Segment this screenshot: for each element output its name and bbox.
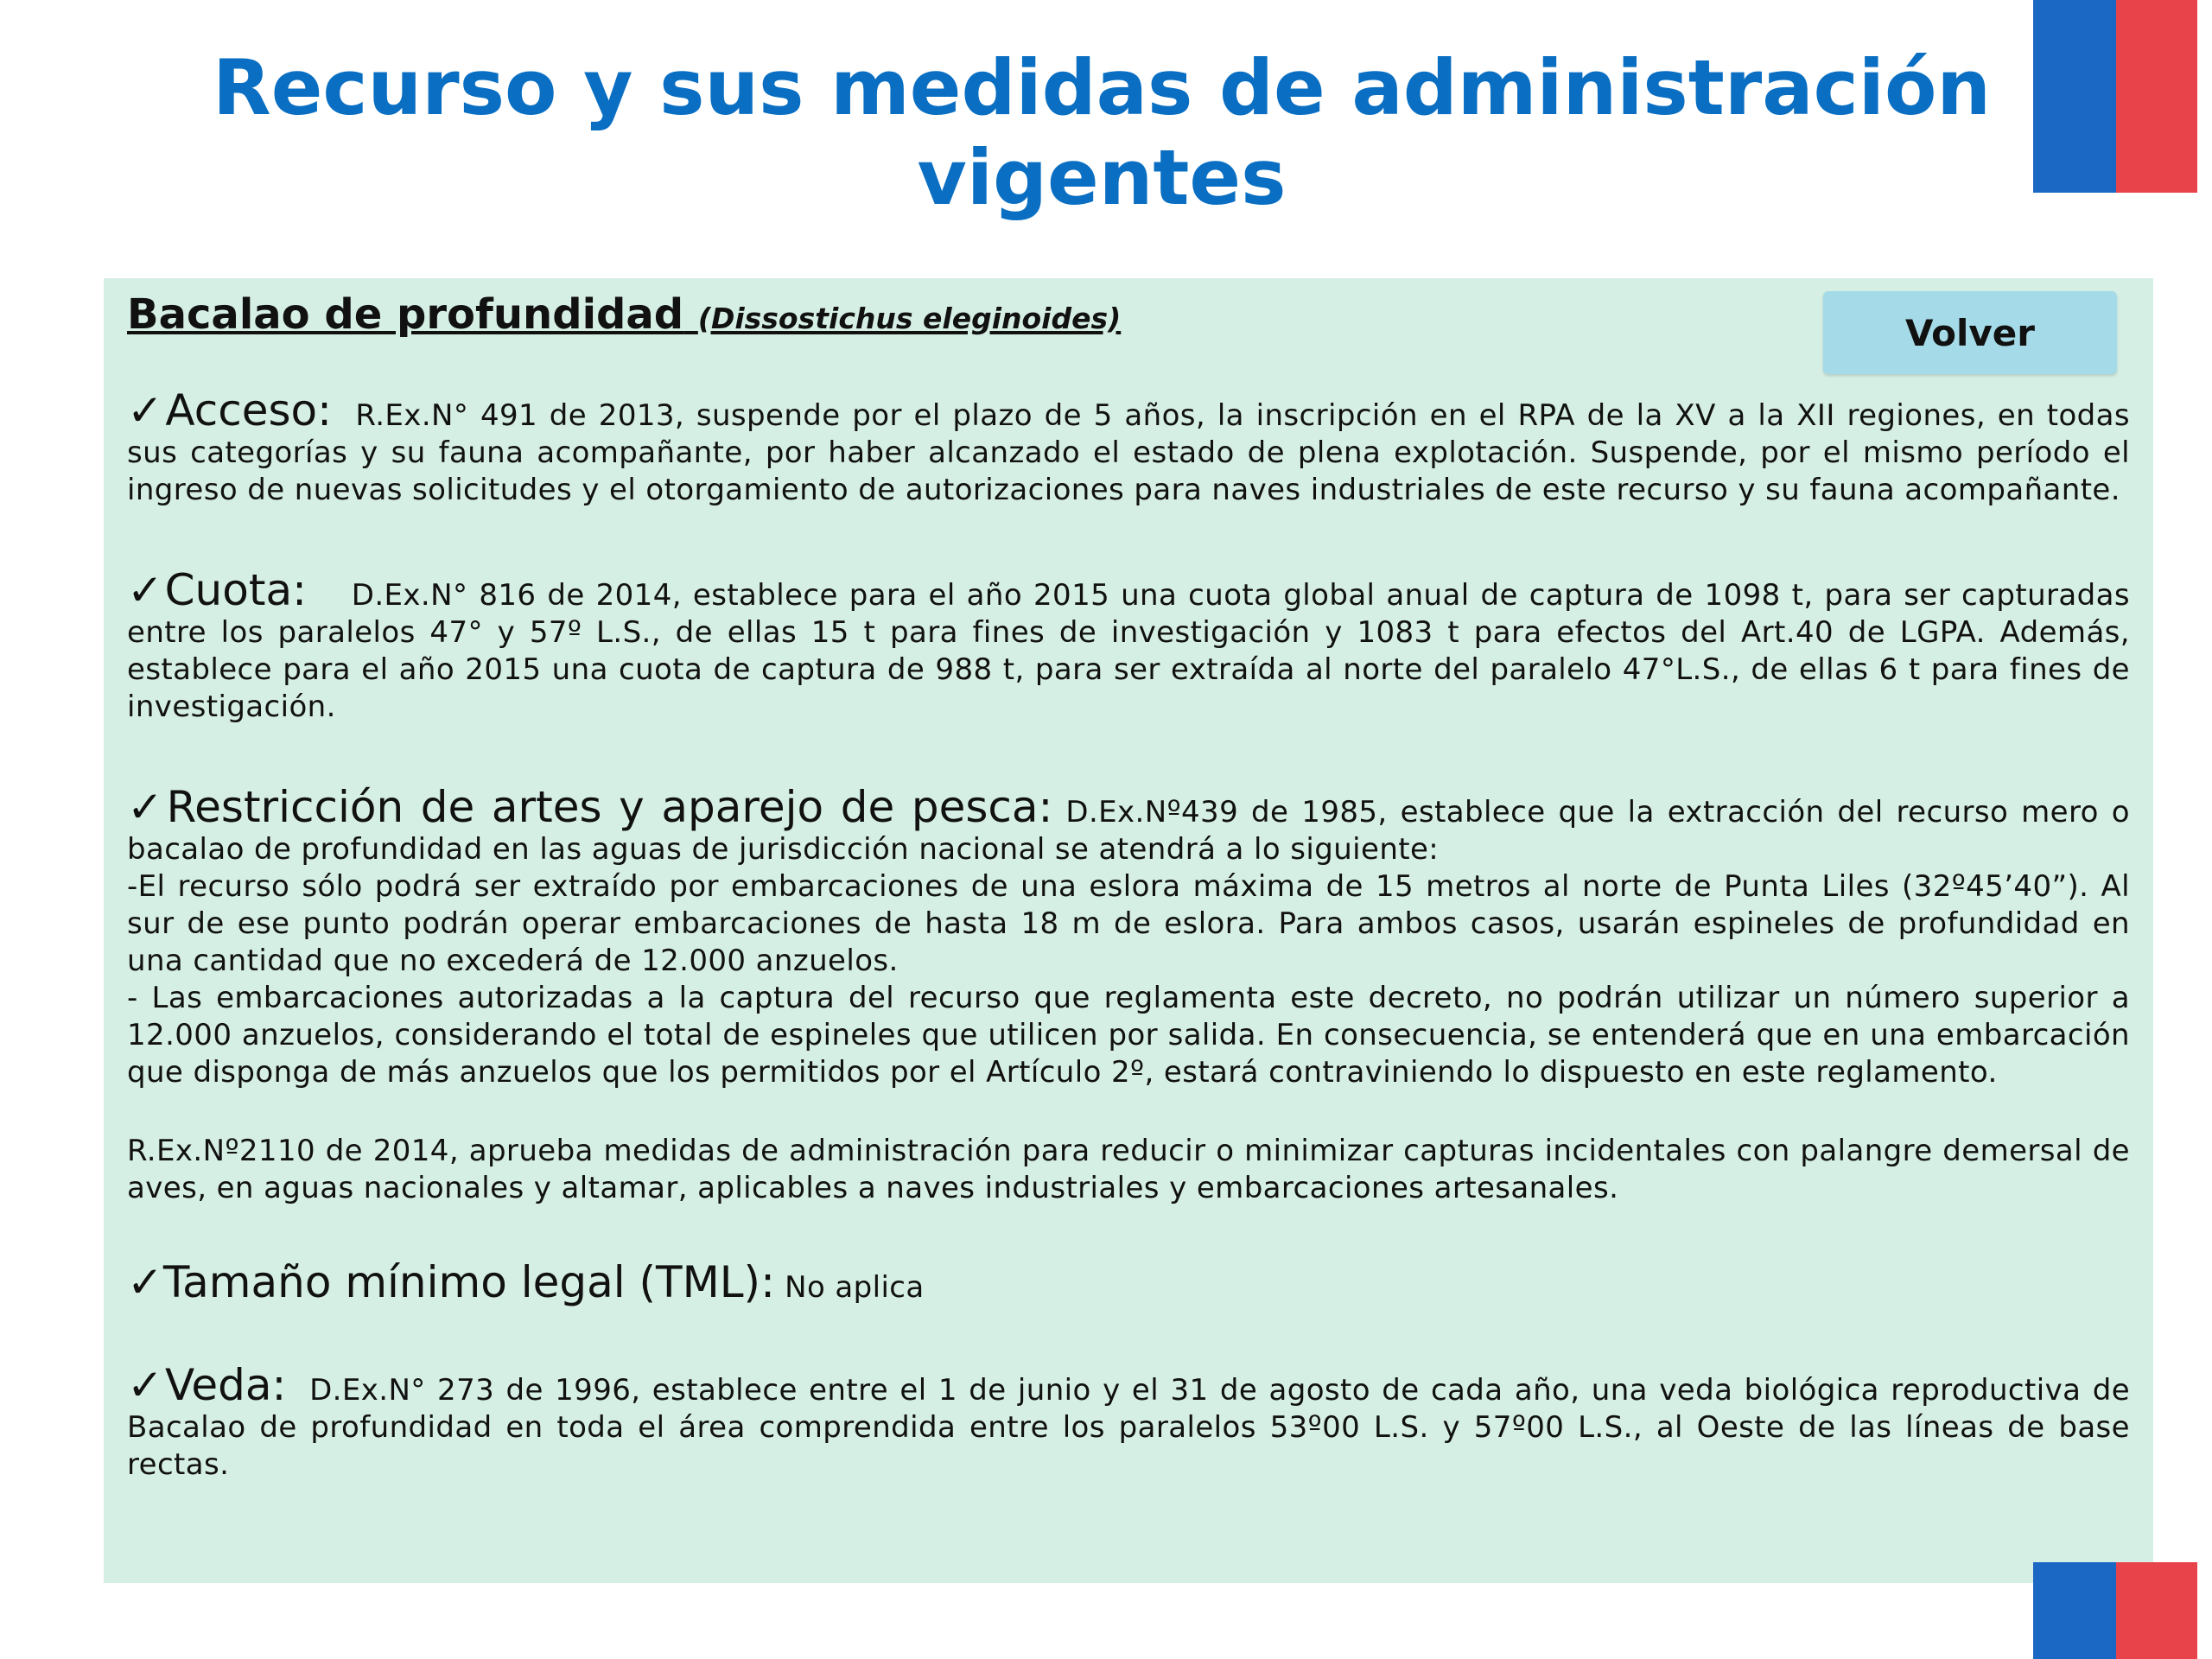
- scientific-name: (Dissostichus eleginoides): [697, 302, 1122, 335]
- flag-blue-stripe: [2033, 0, 2116, 193]
- flag-decoration-bottom: [2033, 1562, 2197, 1659]
- veda-text: D.Ex.N° 273 de 1996, establece entre el 1 de junio y el 31 de agosto de cada año, una veda biológica reproductiva de Bacalao de profundidad en toda el área comprendida entre los paralelos 53º00 L.S. y 57º00 L.S., al Oeste de las líneas de base rectas.: [127, 1373, 2131, 1482]
- resource-panel: [104, 278, 2153, 1583]
- section-cuota: [127, 565, 2130, 726]
- cuota-heading: Cuota:: [164, 565, 307, 615]
- checkmark-icon: ✓: [127, 782, 167, 832]
- acceso-heading: Acceso:: [165, 385, 332, 435]
- checkmark-icon: ✓: [127, 385, 166, 435]
- restriccion-item-2: - Las embarcaciones autorizadas a la captura del recurso que reglamenta este decreto, no podrán utilizar un número superior a 12.000 anzuelos, considerando el total de espineles que utilicen por salida. En consecuencia, se entenderá que en una embarcación que disponga de más anzuelos que los permitidos por el Artículo 2º, estará contraviniendo lo dispuesto en este reglamento.: [127, 981, 2130, 1090]
- volver-button[interactable]: Volver: [1823, 291, 2117, 374]
- flag-red-stripe: [2116, 0, 2197, 193]
- section-veda: [127, 1360, 2131, 1484]
- restriccion-heading: Restricción de artes y aparejo de pesca:: [166, 782, 1053, 832]
- measures-text: [127, 385, 2131, 1484]
- tml-text: No aplica: [785, 1270, 925, 1305]
- acceso-text: R.Ex.N° 491 de 2013, suspende por el plazo de 5 años, la inscripción en el RPA de la XV a la XII regiones, en todas sus categorías y su fauna acompañante, por haber alcanzado el estado de plena explotación. Suspende, por el mismo período el ingreso de nuevas solicitudes y el otorgamiento de autorizaciones para naves industriales de este recurso y su fauna acompañante.: [127, 398, 2130, 507]
- section-restriccion: [127, 782, 2130, 868]
- restriccion-text: D.Ex.Nº439 de 1985, establece que la extracción del recurso mero o bacalao de profundidad en las aguas de jurisdicción nacional se atendrá a lo siguiente:: [127, 795, 2130, 867]
- flag-blue-stripe: [2033, 1562, 2116, 1659]
- page-title-line1: Recurso y sus medidas de administración: [212, 43, 1992, 132]
- cuota-text: D.Ex.N° 816 de 2014, establece para el año 2015 una cuota global anual de captura de 1098 t, para ser capturadas entre los paralelos 47° y 57º L.S., de ellas 15 t para fines de investigación y 1083 t para efectos del Art.40 de LGPA. Además, establece para el año 2015 una cuota de captura de 988 t, para ser extraída al norte del paralelo 47°L.S., de ellas 6 t para fines de investigación.: [127, 578, 2130, 724]
- checkmark-icon: ✓: [127, 1257, 163, 1307]
- section-acceso: [127, 385, 2130, 509]
- veda-heading: Veda:: [165, 1360, 287, 1410]
- tml-heading: Tamaño mínimo legal (TML):: [162, 1257, 775, 1307]
- checkmark-icon: ✓: [127, 565, 165, 615]
- flag-decoration-top: [2033, 0, 2197, 193]
- page-title-line2: vigentes: [917, 133, 1287, 222]
- checkmark-icon: ✓: [127, 1360, 166, 1410]
- resource-name: Bacalao de profundidad: [127, 290, 684, 339]
- resource-heading: [127, 290, 1121, 339]
- restriccion-item-1: -El recurso sólo podrá ser extraído por embarcaciones de una eslora máxima de 15 metros al norte de Punta Liles (32º45’40”). Al sur de ese punto podrán operar embarcaciones de hasta 18 m de eslora. Para ambos casos, usarán espineles de profundidad en una cantidad que no excederá de 12.000 anzuelos.: [127, 869, 2130, 978]
- section-tml: [127, 1257, 2130, 1307]
- page-title: [190, 43, 2013, 223]
- flag-red-stripe: [2116, 1562, 2197, 1659]
- restriccion-extra: R.Ex.Nº2110 de 2014, aprueba medidas de administración para reducir o minimizar capturas incidentales con palangre demersal de aves, en aguas nacionales y altamar, aplicables a naves industriales y embarcaciones artesanales.: [127, 1134, 2130, 1205]
